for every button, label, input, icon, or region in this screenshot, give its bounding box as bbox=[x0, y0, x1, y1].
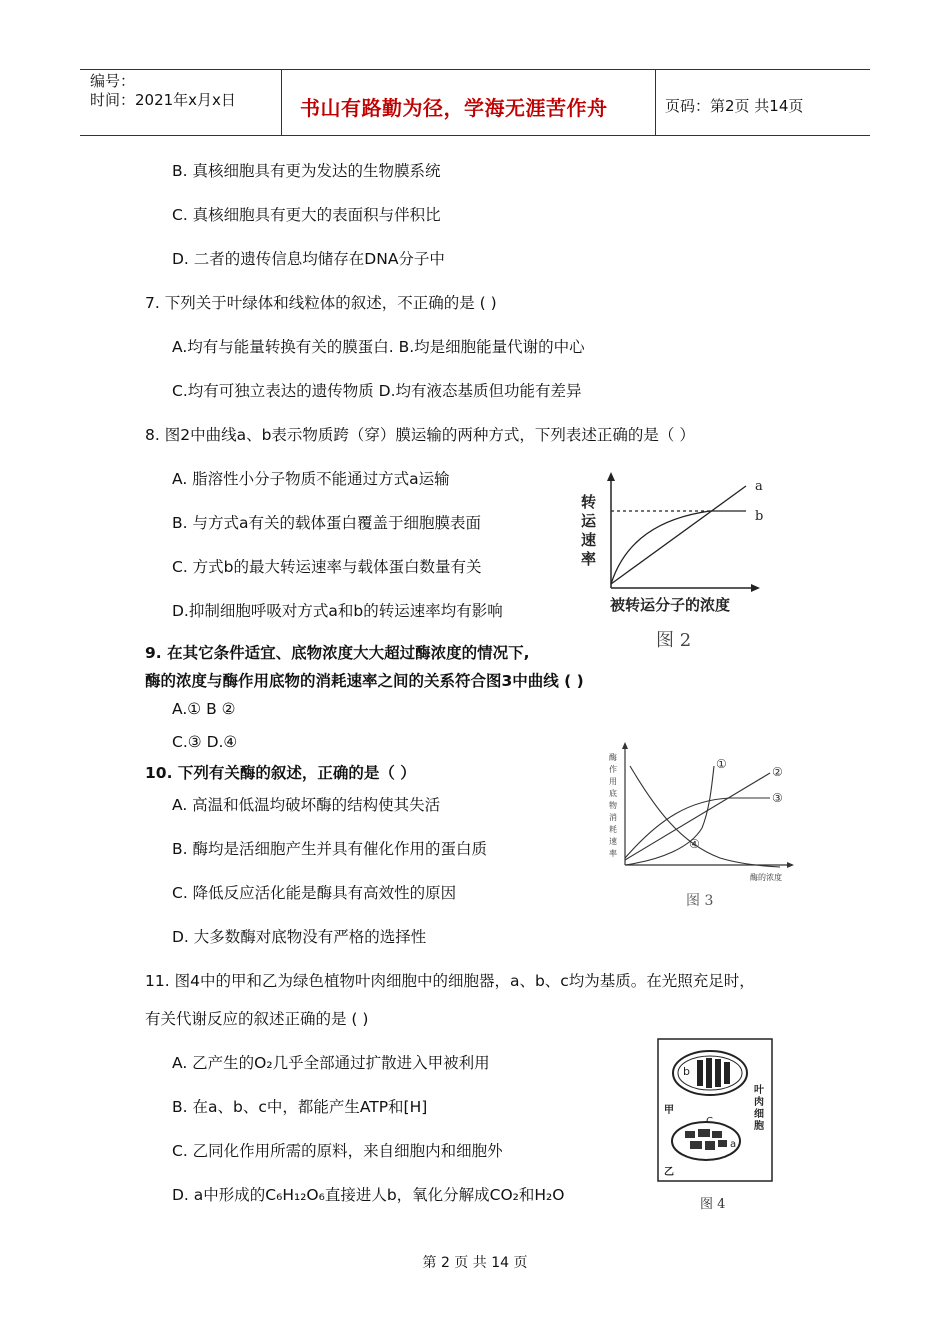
q9-options-cd: C.③ D.④ bbox=[172, 733, 238, 751]
figure-3 bbox=[590, 738, 805, 916]
header-serial: 编号： bbox=[90, 72, 136, 90]
fig3-xlabel: 酶的浓度 bbox=[750, 873, 782, 882]
header-motto: 书山有路勤为径，学海无涯苦作舟 bbox=[300, 96, 608, 120]
fig2-y-arrow bbox=[607, 472, 615, 481]
q8-option-c: C. 方式b的最大转运速率与载体蛋白数量有关 bbox=[172, 558, 482, 576]
q11-option-b: B. 在a、b、c中，都能产生ATP和[H] bbox=[172, 1098, 428, 1116]
fig4-cell-char: 叶 bbox=[754, 1085, 764, 1096]
fig3-ylabel-char: 酶 bbox=[609, 753, 617, 762]
q8-option-d: D.抑制细胞呼吸对方式a和b的转运速率均有影响 bbox=[172, 602, 503, 620]
fig3-caption: 图 3 bbox=[686, 893, 714, 909]
fig3-ylabel-char: 率 bbox=[609, 849, 617, 858]
fig2-caption: 图 2 bbox=[656, 630, 692, 651]
fig2-curve-b bbox=[611, 511, 746, 584]
page-footer: 第 2 页 共 14 页 bbox=[422, 1255, 528, 1271]
fig3-label-2: ② bbox=[772, 765, 783, 779]
q11-stem-line1: 11. 图4中的甲和乙为绿色植物叶肉细胞中的细胞器，a、b、c均为基质。在光照充足时， bbox=[145, 972, 755, 990]
fig2-ylabel-char: 运 bbox=[581, 512, 597, 530]
header-bottom-rule bbox=[80, 135, 870, 136]
fig3-ylabel-char: 物 bbox=[609, 801, 617, 810]
fig3-ylabel-char: 底 bbox=[609, 789, 617, 798]
q6-option-d: D. 二者的遗传信息均储存在DNA分子中 bbox=[172, 250, 445, 268]
q8-option-b: B. 与方式a有关的载体蛋白覆盖于细胞膜表面 bbox=[172, 514, 481, 532]
q11-option-c: C. 乙同化作用所需的原料，来自细胞内和细胞外 bbox=[172, 1142, 503, 1160]
fig4-label-yi: 乙 bbox=[664, 1167, 674, 1178]
q7-stem: 7. 下列关于叶绿体和线粒体的叙述，不正确的是 ( ) bbox=[145, 294, 497, 312]
fig3-label-4: ④ bbox=[689, 837, 700, 851]
q9-stem-line2: 酶的浓度与酶作用底物的消耗速率之间的关系符合图3中曲线 ( ) bbox=[145, 672, 584, 690]
fig3-ylabel-char: 耗 bbox=[609, 825, 617, 834]
header-top-rule bbox=[80, 69, 870, 70]
q9-options-ab: A.① B ② bbox=[172, 700, 236, 718]
q6-option-c: C. 真核细胞具有更大的表面积与伴积比 bbox=[172, 206, 441, 224]
q11-option-d: D. a中形成的C₆H₁₂O₆直接进人b，氧化分解成CO₂和H₂O bbox=[172, 1186, 565, 1204]
header-date: 时间：2021年x月x日 bbox=[90, 91, 236, 109]
q8-stem: 8. 图2中曲线a、b表示物质跨（穿）膜运输的两种方式，下列表述正确的是（ ） bbox=[145, 426, 695, 444]
q10-option-a: A. 高温和低温均破坏酶的结构使其失活 bbox=[172, 796, 441, 814]
q10-stem: 10. 下列有关酶的叙述，正确的是（ ） bbox=[145, 764, 416, 782]
fig4-label-jia: 甲 bbox=[664, 1105, 674, 1116]
fig3-label-3: ③ bbox=[772, 791, 783, 805]
q8-option-a: A. 脂溶性小分子物质不能通过方式a运输 bbox=[172, 470, 450, 488]
fig3-ylabel-char: 用 bbox=[609, 777, 617, 786]
header-page-info: 页码：第2页 共14页 bbox=[665, 97, 804, 115]
fig4-label-b: b bbox=[683, 1065, 690, 1078]
fig3-y-arrow bbox=[622, 742, 628, 749]
q10-option-b: B. 酶均是活细胞产生并具有催化作用的蛋白质 bbox=[172, 840, 487, 858]
figure-4 bbox=[650, 1035, 780, 1220]
fig2-ylabel-char: 速 bbox=[581, 531, 597, 549]
fig3-ylabel-char: 作 bbox=[609, 765, 617, 774]
fig4-label-a: a bbox=[730, 1139, 737, 1150]
fig2-ylabel-char: 率 bbox=[581, 550, 597, 568]
fig3-curve-4 bbox=[630, 766, 780, 867]
fig2-x-arrow bbox=[751, 584, 760, 592]
q11-stem-line2: 有关代谢反应的叙述正确的是 ( ) bbox=[145, 1010, 369, 1028]
q10-option-c: C. 降低反应活化能是酶具有高效性的原因 bbox=[172, 884, 457, 902]
fig2-xlabel: 被转运分子的浓度 bbox=[610, 596, 731, 614]
figure-2 bbox=[570, 470, 780, 655]
fig2-ylabel-char: 转 bbox=[581, 493, 597, 511]
fig3-ylabel-char: 速 bbox=[609, 837, 617, 846]
fig4-cell-char: 肉 bbox=[754, 1097, 764, 1108]
fig4-caption: 图 4 bbox=[700, 1197, 726, 1212]
fig4-cell-char: 胞 bbox=[754, 1121, 764, 1132]
fig4-cell-char: 细 bbox=[754, 1109, 764, 1120]
header-divider bbox=[655, 69, 656, 136]
fig3-ylabel-char: 消 bbox=[609, 813, 617, 822]
q7-options-ab: A.均有与能量转换有关的膜蛋白. B.均是细胞能量代谢的中心 bbox=[172, 338, 585, 356]
fig3-x-arrow bbox=[787, 862, 794, 868]
header-divider bbox=[281, 69, 282, 136]
q10-option-d: D. 大多数酶对底物没有严格的选择性 bbox=[172, 928, 427, 946]
q9-stem-line1: 9. 在其它条件适宜、底物浓度大大超过酶浓度的情况下, bbox=[145, 644, 530, 662]
fig2-label-a: a bbox=[755, 479, 763, 494]
fig3-label-1: ① bbox=[716, 757, 727, 771]
fig3-curve-1 bbox=[625, 766, 714, 865]
fig2-curve-a bbox=[611, 486, 746, 584]
q11-option-a: A. 乙产生的O₂几乎全部通过扩散进入甲被利用 bbox=[172, 1054, 490, 1072]
q6-option-b: B. 真核细胞具有更为发达的生物膜系统 bbox=[172, 162, 441, 180]
fig2-label-b: b bbox=[755, 509, 764, 524]
q7-options-cd: C.均有可独立表达的遗传物质 D.均有液态基质但功能有差异 bbox=[172, 382, 582, 400]
